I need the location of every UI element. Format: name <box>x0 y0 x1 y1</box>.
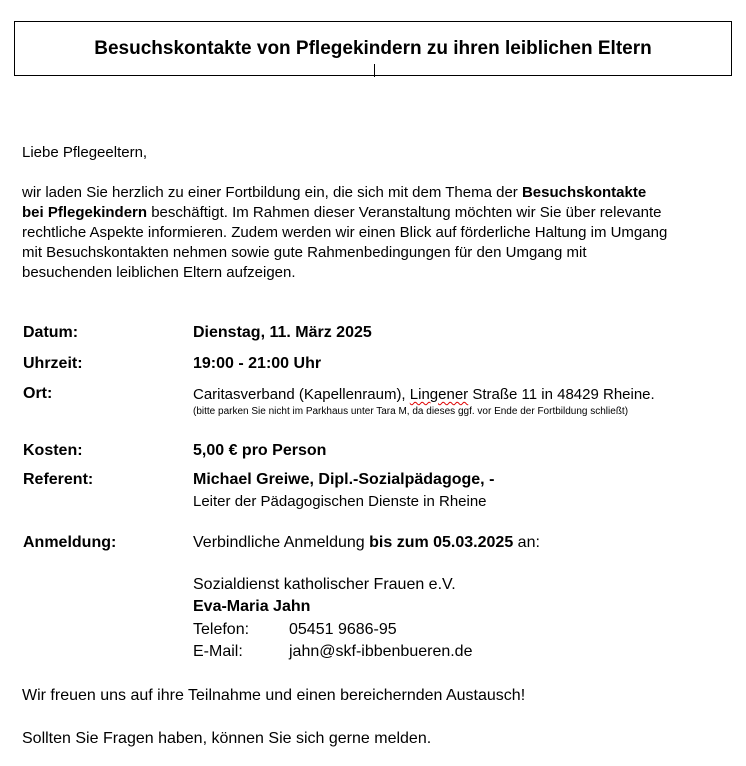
intro-line4: mit Besuchskontakten nehmen sowie gute Rahmenbedingungen für den Umgang mit <box>22 244 587 261</box>
anmeldung-post: an: <box>513 534 540 551</box>
datum-value: Dienstag, 11. März 2025 <box>193 324 372 341</box>
ort-value-spellcheck: Lingener <box>409 386 469 403</box>
anmeldung-pre: Verbindliche Anmeldung <box>193 534 370 551</box>
closing-thanks: Wir freuen uns auf ihre Teilnahme und einen bereichernden Austausch! <box>22 687 526 704</box>
anmeldung-label: Anmeldung: <box>23 534 117 551</box>
intro-line5: besuchenden leiblichen Eltern aufzeigen. <box>22 264 296 281</box>
phone-value: 05451 9686-95 <box>289 621 397 638</box>
intro-paragraph <box>22 183 738 283</box>
uhrzeit-label: Uhrzeit: <box>23 355 83 372</box>
referent-label: Referent: <box>23 471 94 488</box>
closing-questions: Sollten Sie Fragen haben, können Sie sich gerne melden. <box>22 730 432 747</box>
document-title: Besuchskontakte von Pflegekindern zu ihren leiblichen Eltern <box>94 38 652 59</box>
referent-name: Michael Greiwe, Dipl.-Sozialpädagoge, - <box>193 471 495 488</box>
anmeldung-deadline: bis zum 05.03.2025 <box>369 534 514 551</box>
kosten-label: Kosten: <box>23 442 83 459</box>
intro-line1-bold: Besuchskontakte <box>521 184 647 201</box>
intro-line2-text: beschäftigt. Im Rahmen dieser Veranstaltung möchten wir Sie über relevante <box>147 204 662 221</box>
contact-name: Eva-Maria Jahn <box>193 598 311 615</box>
ort-value-pre: Caritasverband (Kapellenraum), <box>193 386 410 403</box>
ort-note: (bitte parken Sie nicht im Parkhaus unter Tara M, da dieses ggf. vor Ende der Fortbildung schließt) <box>193 406 629 417</box>
referent-role: Leiter der Pädagogischen Dienste in Rheine <box>193 493 487 510</box>
datum-label: Datum: <box>23 324 79 341</box>
email-label: E-Mail: <box>193 643 243 660</box>
intro-line3: rechtliche Aspekte informieren. Zudem werden wir einen Blick auf förderliche Haltung im Umgang <box>22 224 668 241</box>
contact-org: Sozialdienst katholischer Frauen e.V. <box>193 576 456 593</box>
ort-value <box>193 386 655 403</box>
greeting: Liebe Pflegeeltern, <box>22 144 148 161</box>
anmeldung-value <box>193 534 540 552</box>
ort-label: Ort: <box>23 385 53 402</box>
intro-line1-text: wir laden Sie herzlich zu einer Fortbildung ein, die sich mit dem Thema der <box>22 184 522 201</box>
text-cursor <box>374 64 375 77</box>
phone-label: Telefon: <box>193 621 250 638</box>
title-box <box>14 21 732 76</box>
kosten-value: 5,00 € pro Person <box>193 442 327 459</box>
ort-value-post: Straße 11 in 48429 Rheine. <box>468 386 655 403</box>
email-value: jahn@skf-ibbenbueren.de <box>289 643 473 660</box>
intro-line2-bold: bei Pflegekindern <box>22 204 148 221</box>
uhrzeit-value: 19:00 - 21:00 Uhr <box>193 355 322 372</box>
